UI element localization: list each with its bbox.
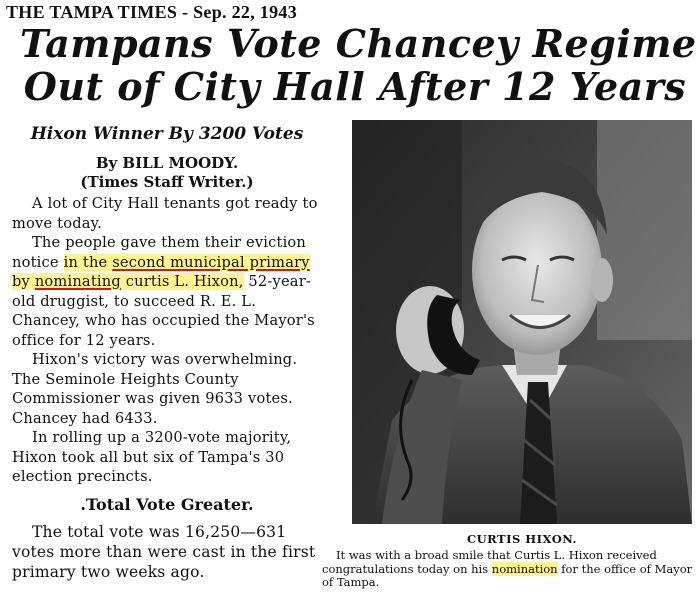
subheadline: Hixon Winner By 3200 Votes <box>30 124 304 144</box>
caption-text-a: It was with a broad smile that Curtis L. Hixon received congratulations today on his <box>322 548 657 576</box>
byline-author: By BILL MOODY. <box>95 154 239 172</box>
photo-caption-name: CURTIS HIXON. <box>466 532 578 546</box>
article-paragraph-4: In rolling up a 3200-vote majority, Hixon took all but six of Tampa's 30 election precincts. <box>12 429 292 485</box>
photo-caption <box>322 549 694 590</box>
headline <box>20 21 697 109</box>
article-paragraph-2 <box>12 233 322 350</box>
headline-line-2: Out of City Hall After 12 Years <box>23 64 687 109</box>
article-paragraph-3: Hixon's victory was overwhelming. The Seminole Heights County Commissioner was given 9633 votes. Chancey had 6433. <box>12 351 298 427</box>
paragraph-2-text-b: by <box>12 273 35 290</box>
underlined-nominating: nominating <box>34 273 121 290</box>
masthead: THE TAMPA TIMES - Sep. 22, 1943 <box>6 2 298 22</box>
section-subhead: .Total Vote Greater. <box>80 494 254 514</box>
paragraph-2-text-c: curtis L. Hixon, <box>120 273 244 290</box>
paragraph-2-text-d: 52-year-old druggist, to succeed R. E. L. Chancey, who has occupied the Mayor's office for 12 years. <box>12 273 315 349</box>
caption-highlight-nomination: nomination <box>491 561 558 576</box>
paragraph-2-highlight-a: in the <box>63 253 113 271</box>
portrait-illustration <box>352 120 692 524</box>
caption-text-b: for the office of Mayor of Tampa. <box>322 561 693 589</box>
headline-line-1: Tampans Vote Chancey Regime <box>20 21 697 66</box>
article-paragraph-1: A lot of City Hall tenants got ready to move today. <box>12 195 318 232</box>
byline-role: (Times Staff Writer.) <box>80 173 254 191</box>
paragraph-2-text-a: The people gave them their eviction notice <box>12 234 307 271</box>
underlined-second-primary: second municipal primary <box>112 253 310 271</box>
article-column <box>12 120 322 582</box>
portrait-photo <box>352 120 692 524</box>
article-paragraph-5: The total vote was 16,250—631 votes more than were cast in the first primary two weeks ago. <box>12 522 316 581</box>
